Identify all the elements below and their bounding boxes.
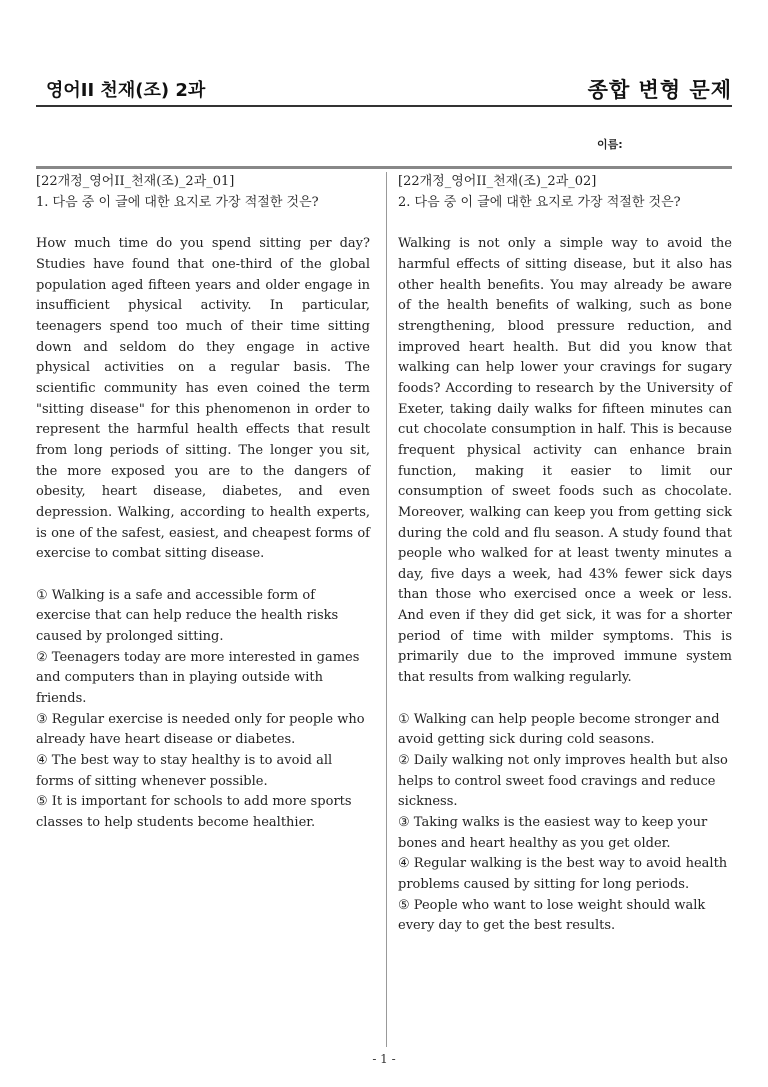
choice-item: ⑤ It is important for schools to add more sports classes to help students become healthier. — [36, 794, 352, 831]
choice-item: ② Teenagers today are more interested in games and computers than in playing outside with friends. — [36, 649, 360, 707]
choice-item: ② Daily walking not only improves health but also helps to control sweet food cravings and reduce sickness. — [398, 753, 728, 810]
question-id: [22개정_영어II_천재(조)_2과_02] — [398, 174, 597, 189]
choice-list — [398, 710, 732, 937]
worksheet-title: 종합 변형 문제 — [587, 78, 732, 102]
choice-item: ④ The best way to stay healthy is to avoid all forms of sitting whenever possible. — [36, 753, 333, 789]
choice-item: ① Walking is a safe and accessible form of exercise that can help reduce the health risks caused by prolonged sitting. — [36, 587, 339, 645]
choice-list — [36, 586, 370, 834]
question-title: 1. 다음 중 이 글에 대한 요지로 가장 적절한 것은? — [36, 194, 319, 210]
choice-item: ① Walking can help people become stronger and avoid getting sick during cold seasons. — [398, 711, 720, 748]
choice-item: ③ Taking walks is the easiest way to keep your bones and heart healthy as you get older. — [398, 815, 708, 851]
question-title: 2. 다음 중 이 글에 대한 요지로 가장 적절한 것은? — [398, 194, 681, 210]
choice-item: ⑤ People who want to lose weight should walk every day to get the best results. — [398, 897, 706, 934]
page-number: - 1 - — [372, 1052, 396, 1066]
choice-item: ④ Regular walking is the best way to avoid health problems caused by sitting for long periods. — [398, 856, 728, 892]
column-divider — [386, 172, 387, 1047]
section-rule — [36, 166, 732, 169]
choice-item: ③ Regular exercise is needed only for people who already have heart disease or diabetes. — [36, 711, 365, 748]
question-1 — [36, 172, 370, 834]
header-rule — [36, 105, 732, 107]
question-id: [22개정_영어II_천재(조)_2과_01] — [36, 174, 235, 189]
passage: How much time do you spend sitting per day? Studies have found that one-third of the global population aged fifteen years and older engage in insufficient physical activity. In particular, teenagers spend too much of their time sitting down and seldom do they engage in active physical activities on a regular basis. The scientific community has even coined the term "sitting disease" for this phenomenon in order to represent the harmful health effects that result from long periods of sitting. The longer you sit, the more exposed you are to the dangers of obesity, heart disease, diabetes, and even depression. Walking, according to health experts, is one of the safest, easiest, and cheapest forms of exercise to combat sitting disease. — [36, 236, 370, 562]
page-header — [36, 74, 732, 104]
question-2 — [398, 172, 732, 937]
passage: Walking is not only a simple way to avoid the harmful effects of sitting disease, but it also has other health benefits. You may already be aware of the health benefits of walking, such as bone strengthening, blood pressure reduction, and improved heart health. But did you know that walking can help lower your cravings for sugary foods? According to research by the University of Exeter, taking daily walks for fifteen minutes can cut chocolate consumption in half. This is because frequent physical activity can enhance brain function, making it easier to limit our consumption of sweet foods such as chocolate. Moreover, walking can keep you from getting sick during the cold and flu season. A study found that people who walked for at least twenty minutes a day, five days a week, had 43% fewer sick days than those who exercised once a week or less. And even if they did get sick, it was for a shorter period of time with milder symptoms. This is primarily due to the improved immune system that results from walking regularly. — [398, 236, 732, 686]
course-title: 영어II 천재(조) 2과 — [46, 80, 206, 101]
name-label: 이름: — [597, 138, 623, 151]
